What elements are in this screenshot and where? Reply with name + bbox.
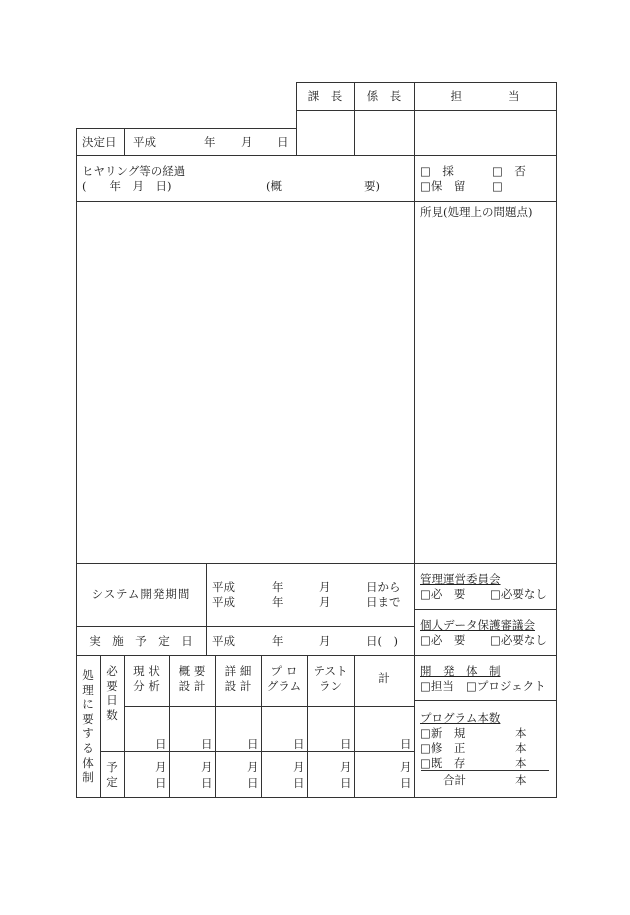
- plan-month-5: 月: [340, 760, 352, 774]
- decision-label: 決定日: [82, 135, 117, 149]
- period-start-month: 月: [319, 580, 331, 594]
- period-end-day: 日まで: [366, 595, 401, 609]
- phase-2-l2: 設 計: [178, 679, 206, 693]
- plan-month-total: 月: [400, 760, 412, 774]
- impl-year: 年: [272, 634, 284, 648]
- phase-2-l1: 概 要: [178, 664, 206, 678]
- approval-kacho: 課 長: [307, 89, 343, 103]
- rule-form-bottom: [76, 797, 556, 798]
- process-side-label: 処理に要する体制: [82, 668, 94, 785]
- plan-day-1: 日: [155, 776, 167, 790]
- phase-5-l2: ラン: [319, 679, 342, 693]
- period-end-month: 月: [319, 595, 331, 609]
- days-unit-5: 日: [340, 737, 352, 751]
- hearing-date: ( 年 月 日): [82, 179, 172, 193]
- plan-day-total: 日: [400, 776, 412, 790]
- hearing-title: ヒヤリング等の経過: [82, 164, 186, 178]
- dev-in-charge: □担当: [420, 679, 454, 693]
- plan-day-4: 日: [293, 776, 305, 790]
- plan-month-3: 月: [247, 760, 259, 774]
- plan-day-3: 日: [247, 776, 259, 790]
- rule-approval-top: [296, 82, 556, 83]
- plan-month-2: 月: [201, 760, 213, 774]
- decision-day: 日: [277, 135, 289, 149]
- hearing-summary-open: (概: [266, 179, 282, 193]
- programs-modify-unit: 本: [515, 741, 527, 755]
- period-start-year: 年: [272, 580, 284, 594]
- rule-impl-bottom: [76, 655, 556, 656]
- rule-decision-bottom: [76, 155, 556, 156]
- process-plan-label: 予定: [106, 760, 118, 789]
- dev-structure-title: 開 発 体 制: [420, 664, 501, 678]
- period-end-era: 平成: [212, 595, 235, 609]
- rule-period-bottom: [76, 626, 414, 627]
- plan-day-5: 日: [340, 776, 352, 790]
- phase-total: 計: [378, 671, 390, 685]
- committee-required: □必 要: [420, 587, 466, 601]
- plan-month-4: 月: [293, 760, 305, 774]
- phase-4-l1: プ ロ: [270, 664, 298, 678]
- rule-programs-total: [421, 770, 549, 771]
- rule-left: [76, 128, 77, 798]
- programs-total-unit: 本: [515, 773, 527, 787]
- plan-day-2: 日: [201, 776, 213, 790]
- days-unit-1: 日: [155, 737, 167, 751]
- committee-not-required: □必要なし: [490, 587, 547, 601]
- system-period-label: システム開発期間: [91, 587, 191, 601]
- rule-decision-label: [124, 128, 125, 156]
- programs-new-unit: 本: [515, 726, 527, 740]
- approval-tanto: 担 当: [450, 89, 520, 103]
- impl-month: 月: [319, 634, 331, 648]
- privacy-not-required: □必要なし: [490, 633, 547, 647]
- remarks-label: 所見(処理上の問題点): [420, 205, 533, 219]
- privacy-title: 個人データ保護審議会: [420, 618, 535, 632]
- decision-month: 月: [241, 135, 253, 149]
- programs-new: □新 規: [420, 726, 466, 740]
- approval-kakaricho: 係 長: [366, 89, 402, 103]
- rule-main-divider: [414, 82, 415, 798]
- decision-year: 年: [204, 135, 216, 149]
- rule-phase-header-bottom: [124, 706, 414, 707]
- rule-form-top: [76, 128, 296, 129]
- judgment-adopt: □ 採: [420, 164, 454, 178]
- rule-right: [556, 82, 557, 798]
- programs-existing-unit: 本: [515, 756, 527, 770]
- judgment-blank: □: [492, 179, 503, 193]
- programs-existing: □既 存: [420, 756, 466, 770]
- period-start-era: 平成: [212, 580, 235, 594]
- phase-1-l2: 分 析: [133, 679, 160, 693]
- rule-days-bottom: [100, 751, 414, 752]
- committee-title: 管理運営委員会: [420, 572, 501, 586]
- programs-modify: □修 正: [420, 741, 466, 755]
- period-end-year: 年: [272, 595, 284, 609]
- rule-process-side: [100, 655, 101, 798]
- days-unit-4: 日: [293, 737, 305, 751]
- phase-5-l1: テスト: [313, 664, 348, 678]
- hearing-summary-close: 要): [364, 179, 380, 193]
- programs-total: 合計: [443, 773, 466, 787]
- rule-committee-bottom: [414, 609, 556, 610]
- days-unit-2: 日: [201, 737, 213, 751]
- rule-hearing-bottom: [76, 201, 556, 202]
- process-days-label: 必要日数: [106, 664, 118, 722]
- phase-4-l2: グラム: [266, 679, 302, 693]
- judgment-hold: □保 留: [420, 179, 466, 193]
- dev-project: □プロジェクト: [466, 679, 546, 693]
- rule-dev-bottom: [414, 700, 556, 701]
- rule-approval-header: [296, 110, 556, 111]
- privacy-required: □必 要: [420, 633, 466, 647]
- phase-1-l1: 現 状: [133, 664, 160, 678]
- programs-title: プログラム本数: [420, 711, 501, 725]
- implementation-label: 実 施 予 定 日: [89, 634, 193, 648]
- days-unit-3: 日: [247, 737, 259, 751]
- days-unit-total: 日: [400, 737, 412, 751]
- phase-3-l2: 設 計: [224, 679, 252, 693]
- judgment-reject: □ 否: [492, 164, 526, 178]
- rule-period-label: [206, 563, 207, 656]
- period-start-day: 日から: [366, 580, 401, 594]
- plan-month-1: 月: [155, 760, 167, 774]
- rule-body-bottom: [76, 563, 556, 564]
- impl-era: 平成: [212, 634, 235, 648]
- impl-day: 日( ): [366, 634, 398, 648]
- decision-era: 平成: [133, 135, 156, 149]
- phase-3-l1: 詳 細: [224, 664, 252, 678]
